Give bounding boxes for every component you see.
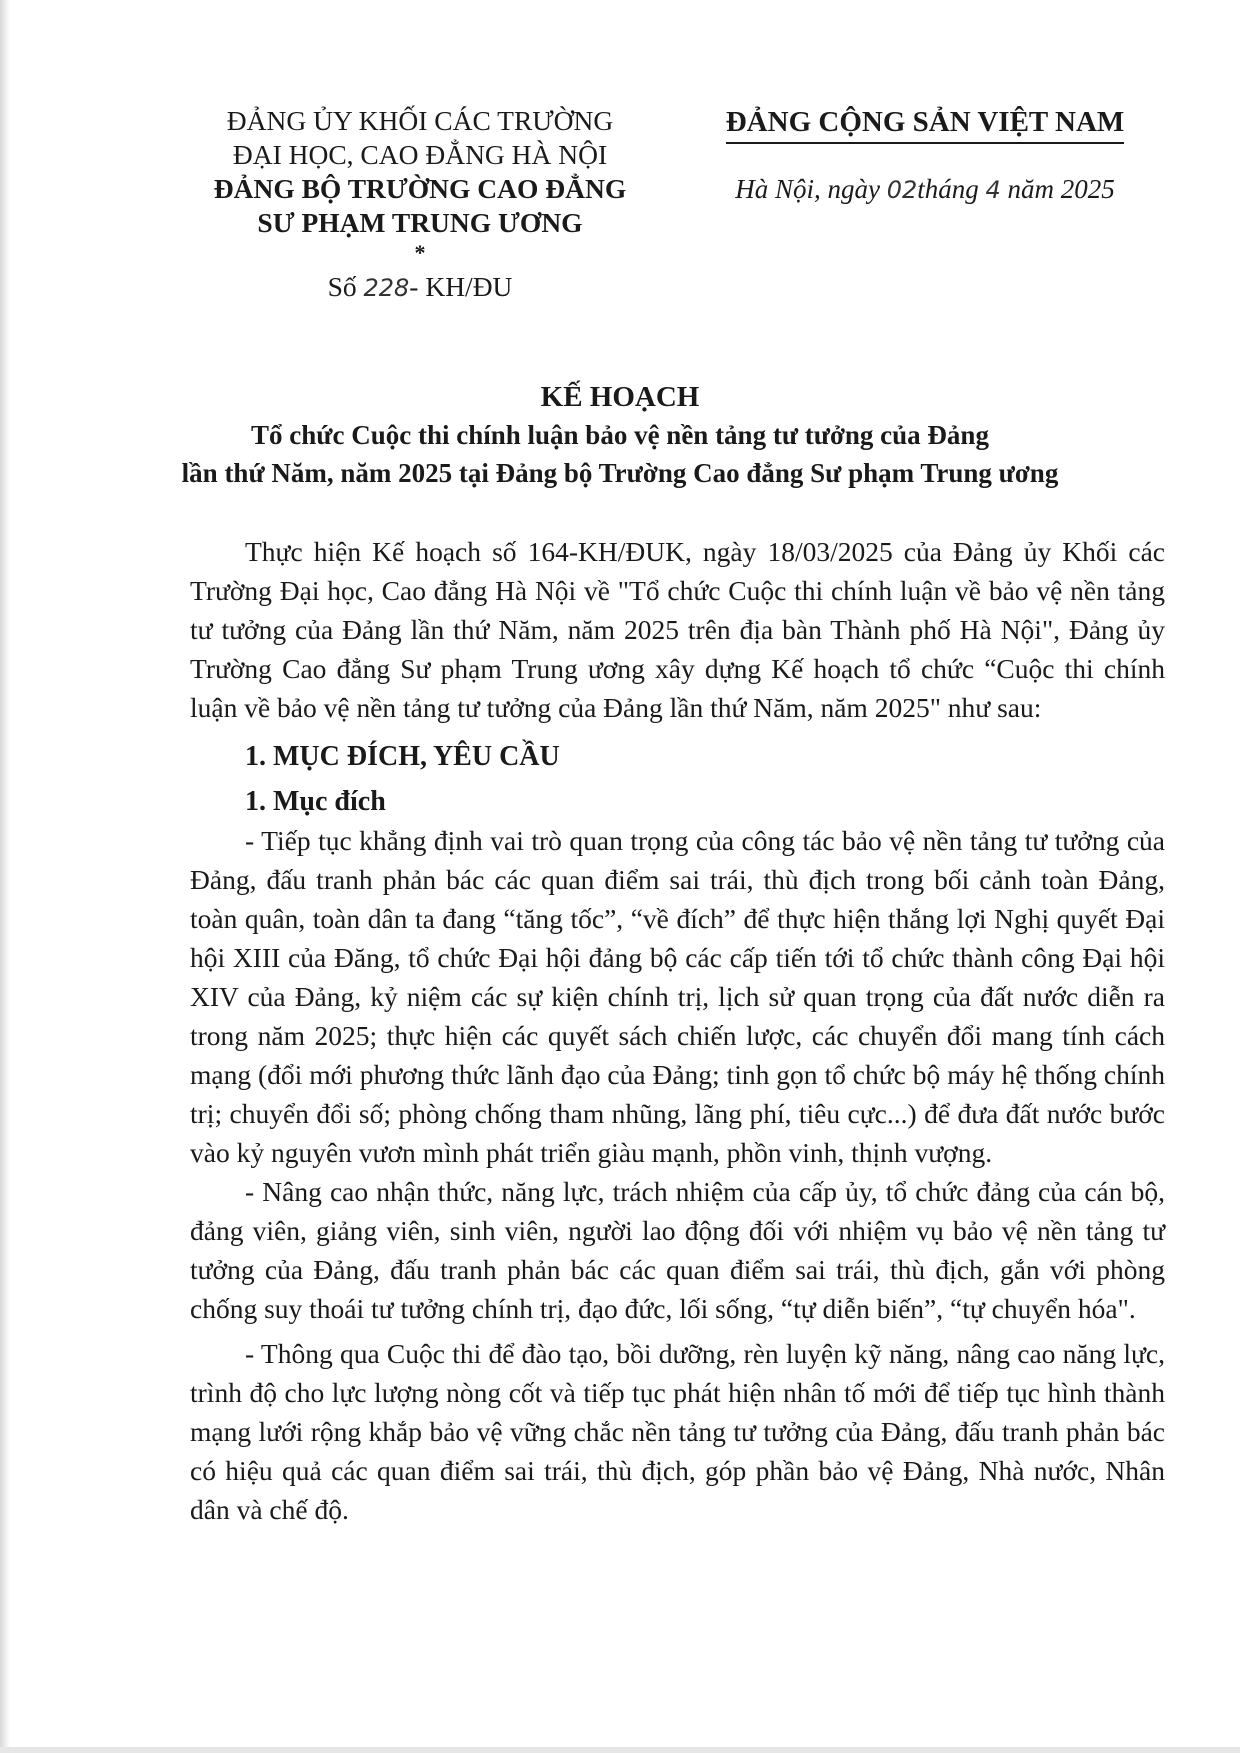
bullet-paragraph-3: - Thông qua Cuộc thi để đào tạo, bồi dưỡng, rèn luyện kỹ năng, nâng cao năng lực, trình độ cho lực lượng nòng cốt và tiếp tục phát hiện nhân tố mới để tiếp tục hình thành mạng lưới rộng khắp bảo vệ vững chắc nền tảng tư tưởng của Đảng, đấu tranh phản bác có hiệu quả các quan điểm sai trái, thù địch, góp phần bảo vệ Đảng, Nhà nước, Nhân dân và chế độ.: [190, 1338, 1165, 1525]
document-number-suffix: - KH/ĐU: [409, 271, 513, 302]
date-month-handwritten: 4: [985, 176, 1001, 204]
authority-line-4: SƯ PHẠM TRUNG ƯƠNG: [257, 207, 583, 238]
separator-star: *: [414, 240, 426, 265]
document-number: [190, 270, 650, 305]
document-type: KẾ HOẠCH: [540, 381, 700, 413]
authority-line-3: ĐẢNG BỘ TRƯỜNG CAO ĐẲNG: [213, 173, 627, 204]
title-line-1: Tổ chức Cuộc thi chính luận bảo vệ nền tảng tư tưởng của Đảng: [251, 420, 989, 450]
bullet-paragraph-2: - Nâng cao nhận thức, năng lực, trách nhiệm của cấp ủy, tổ chức đảng của cán bộ, đảng viên, giảng viên, sinh viên, người lao động đối với nhiệm vụ bảo vệ nền tảng tư tưởng của Đảng, đấu tranh phản bác các quan điểm sai trái, thù địch, gắn với phòng chống suy thoái tư tưởng chính trị, đạo đức, lối sống, “tự diễn biến”, “tự chuyển hóa".: [190, 1176, 1165, 1324]
date-prefix: Hà Nội, ngày: [735, 174, 887, 204]
scan-left-edge: [0, 0, 10, 1753]
party-name: ĐẢNG CỘNG SẢN VIỆT NAM: [726, 104, 1125, 144]
national-header: [700, 104, 1150, 205]
date-day-handwritten: 02: [886, 176, 918, 204]
document-title: [100, 378, 1140, 492]
document-body: [190, 532, 1165, 1529]
authority-line-1: ĐẢNG ỦY KHỐI CÁC TRƯỜNG: [226, 105, 614, 136]
place-date: [700, 174, 1150, 205]
section-heading-1: 1. MỤC ĐÍCH, YÊU CẦU: [245, 741, 560, 772]
date-year: năm 2025: [1000, 174, 1115, 204]
bullet-paragraph-1: - Tiếp tục khẳng định vai trò quan trọng của công tác bảo vệ nền tảng tư tưởng của Đảng, đấu tranh phản bác các quan điểm sai trái, thù địch trong bối cảnh toàn Đảng, toàn quân, toàn dân ta đang “tăng tốc”, “về đích” để thực hiện thắng lợi Nghị quyết Đại hội XIII của Đăng, tổ chức Đại hội đảng bộ các cấp tiến tới tổ chức thành công Đại hội XIV của Đảng, kỷ niệm các sự kiện chính trị, lịch sử quan trọng của đất nước diễn ra trong năm 2025; thực hiện các quyết sách chiến lược, các chuyển đổi mang tính cách mạng (đổi mới phương thức lãnh đạo của Đảng; tinh gọn tổ chức bộ máy hệ thống chính trị; chuyển đổi số; phòng chống tham nhũng, lãng phí, tiêu cực...) để đưa đất nước bước vào kỷ nguyên vươn mình phát triển giàu mạnh, phồn vinh, thịnh vượng.: [190, 825, 1165, 1168]
date-month-word: tháng: [917, 174, 986, 204]
subsection-heading-1: 1. Mục đích: [245, 786, 386, 817]
title-line-2: lần thứ Năm, năm 2025 tại Đảng bộ Trường Cao đẳng Sư phạm Trung ương: [181, 458, 1059, 488]
intro-paragraph: Thực hiện Kế hoạch số 164-KH/ĐUK, ngày 18/03/2025 của Đảng ủy Khối các Trường Đại học, Cao đẳng Hà Nội về "Tổ chức Cuộc thi chính luận về bảo vệ nền tảng tư tưởng của Đảng lần thứ Năm, năm 2025 trên địa bàn Thành phố Hà Nội", Đảng ủy Trường Cao đẳng Sư phạm Trung ương xây dựng Kế hoạch tổ chức “Cuộc thi chính luận về bảo vệ nền tảng tư tưởng của Đảng lần thứ Năm, năm 2025" như sau:: [190, 536, 1165, 723]
issuing-authority-header: [190, 104, 650, 305]
document-number-handwritten: 228: [363, 274, 410, 302]
document-number-prefix: Số: [327, 271, 364, 302]
scan-bottom-edge: [0, 1747, 1240, 1753]
authority-line-2: ĐẠI HỌC, CAO ĐẲNG HÀ NỘI: [232, 139, 608, 170]
